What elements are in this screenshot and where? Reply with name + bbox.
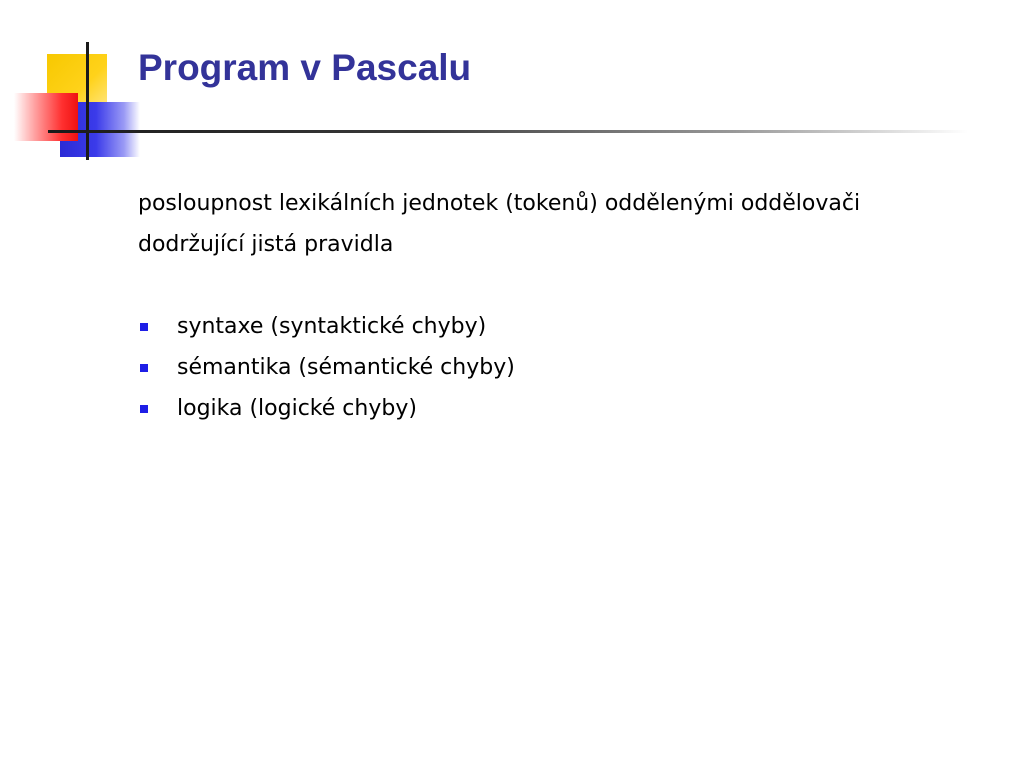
intro-line-2: dodržující jistá pravidla bbox=[138, 232, 394, 257]
square-bullet-icon bbox=[140, 364, 148, 372]
bullet-label-syntax: syntaxe (syntaktické chyby) bbox=[177, 314, 487, 339]
list-item bbox=[138, 347, 515, 388]
list-item bbox=[138, 388, 515, 429]
bullet-label-semantics: sémantika (sémantické chyby) bbox=[177, 355, 515, 380]
intro-line-1: posloupnost lexikálních jednotek (tokenů) oddělenými oddělovači bbox=[138, 191, 861, 216]
logo-vertical-line bbox=[86, 42, 89, 160]
bullet-list bbox=[138, 306, 515, 429]
bullet-label-logic: logika (logické chyby) bbox=[177, 396, 417, 421]
square-bullet-icon bbox=[140, 323, 148, 331]
slide-title: Program v Pascalu bbox=[138, 47, 472, 88]
title-divider bbox=[48, 130, 968, 133]
square-bullet-icon bbox=[140, 405, 148, 413]
colored-squares-logo-icon bbox=[0, 0, 150, 170]
logo-red-square bbox=[14, 93, 78, 141]
intro-text bbox=[138, 183, 978, 265]
list-item bbox=[138, 306, 515, 347]
